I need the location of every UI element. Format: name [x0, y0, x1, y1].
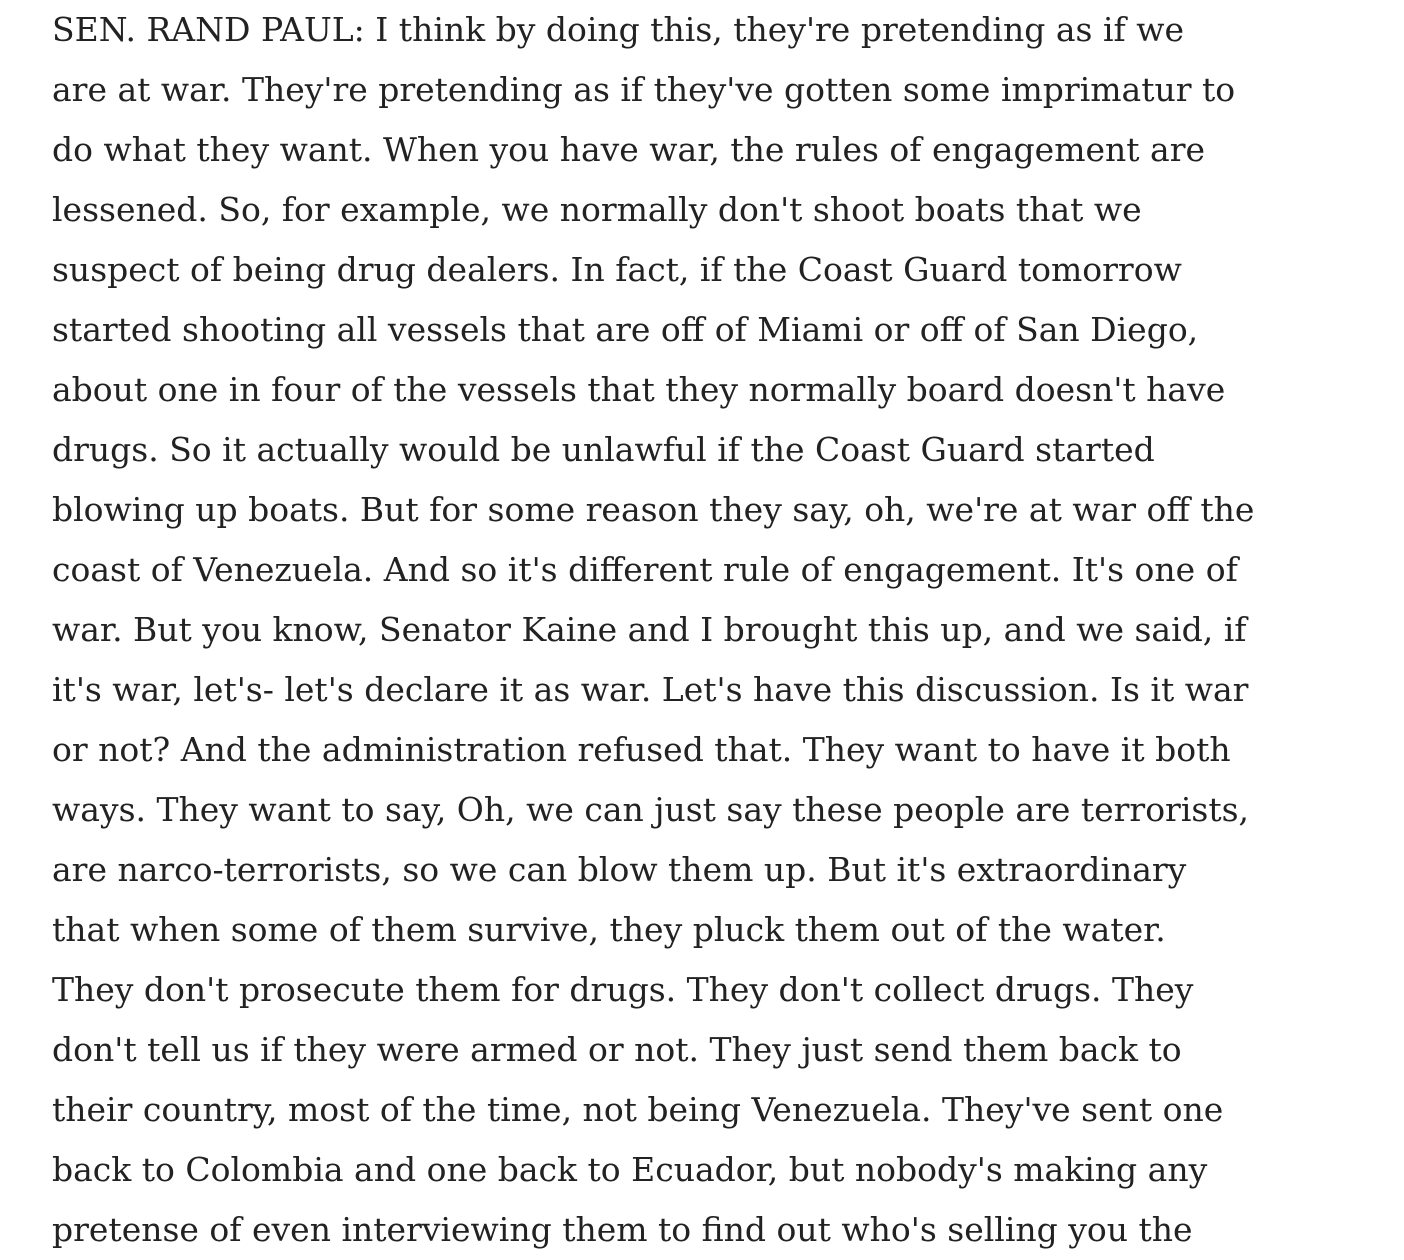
text-line: SEN. RAND PAUL: I think by doing this, they're pretending as if we	[52, 10, 1184, 49]
text-line: suspect of being drug dealers. In fact, if the Coast Guard tomorrow	[52, 250, 1182, 289]
text-line: that when some of them survive, they pluck them out of the water.	[52, 910, 1166, 949]
text-line: war. But you know, Senator Kaine and I brought this up, and we said, if	[52, 610, 1247, 649]
text-line: don't tell us if they were armed or not. They just send them back to	[52, 1030, 1182, 1069]
text-line: or not? And the administration refused that. They want to have it both	[52, 730, 1231, 769]
text-line: lessened. So, for example, we normally don't shoot boats that we	[52, 190, 1142, 229]
transcript-paragraph	[52, 0, 1352, 1260]
text-line: started shooting all vessels that are off of Miami or off of San Diego,	[52, 310, 1199, 349]
text-line: coast of Venezuela. And so it's different rule of engagement. It's one of	[52, 550, 1238, 589]
text-line: are at war. They're pretending as if they've gotten some imprimatur to	[52, 70, 1236, 109]
text-line: They don't prosecute them for drugs. They don't collect drugs. They	[52, 970, 1194, 1009]
text-line: back to Colombia and one back to Ecuador, but nobody's making any	[52, 1150, 1208, 1189]
text-line: do what they want. When you have war, the rules of engagement are	[52, 130, 1206, 169]
text-line: it's war, let's- let's declare it as war. Let's have this discussion. Is it war	[52, 670, 1249, 709]
text-line: ways. They want to say, Oh, we can just say these people are terrorists,	[52, 790, 1250, 829]
text-line: their country, most of the time, not being Venezuela. They've sent one	[52, 1090, 1224, 1129]
text-line: blowing up boats. But for some reason they say, oh, we're at war off the	[52, 490, 1255, 529]
text-line: are narco-terrorists, so we can blow them up. But it's extraordinary	[52, 850, 1187, 889]
text-line: about one in four of the vessels that they normally board doesn't have	[52, 370, 1226, 409]
text-line: drugs. So it actually would be unlawful if the Coast Guard started	[52, 430, 1155, 469]
text-line: pretense of even interviewing them to find out who's selling you the	[52, 1210, 1193, 1249]
